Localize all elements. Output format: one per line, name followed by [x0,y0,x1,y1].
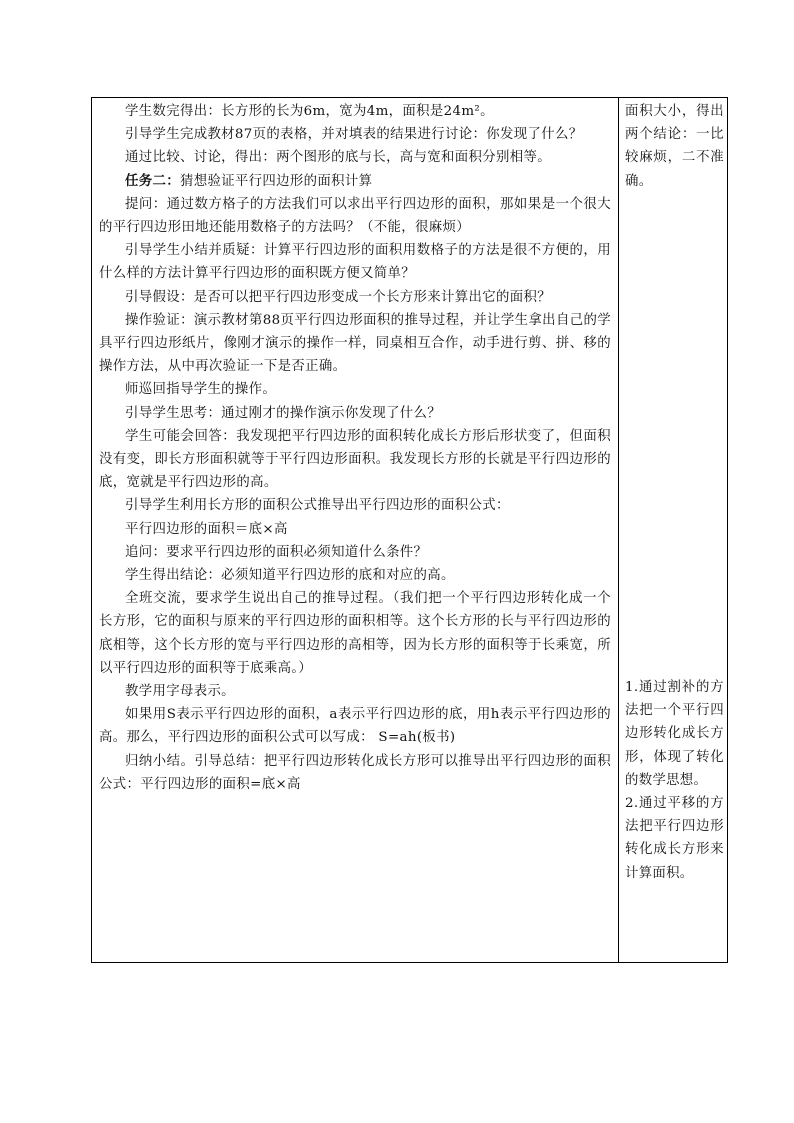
paragraph: 全班交流，要求学生说出自己的推导过程。（我们把一个平行四边形转化成一个长方形，它的面积与原来的平行四边形的面积相等。这个长方形的长与平行四边形的底相等，这个长方形的宽与平行四边形的高相等，因为长方形的面积等于长乘宽，所以平行四边形的面积等于底乘高。） [99,591,611,676]
task-two-heading [99,170,611,193]
task-two-title: 猜想验证平行四边形的面积计算 [179,173,373,189]
teaching-process-cell [92,98,619,963]
design-intent-cell [619,98,728,963]
table-row [92,98,728,963]
paragraph: 引导假设：是否可以把平行四边形变成一个长方形来计算出它的面积？ [125,289,551,305]
formula-line: 平行四边形的面积＝底×高 [125,521,288,537]
side-notes-bottom [625,676,724,885]
paragraph: 学生可能会回答：我发现把平行四边形的面积转化成长方形后形状变了，但面积没有变，即长方形面积就等于平行四边形面积。我发现长方形的长就是平行四边形的底，宽就是平行四边形的高。 [99,428,611,491]
side-note-2: 2.通过平移的方法把平行四边形转化成长方形来计算面积。 [625,796,724,881]
side-note-1: 1.通过割补的方法把一个平行四边形转化成长方形，体现了转化的数学思想。 [625,680,724,788]
paragraph: 提问：通过数方格子的方法我们可以求出平行四边形的面积，那如果是一个很大的平行四边形田地还能用数格子的方法吗？（不能，很麻烦） [99,196,611,236]
paragraph: 引导学生利用长方形的面积公式推导出平行四边形的面积公式： [125,498,510,514]
paragraph: 引导学生思考：通过刚才的操作演示你发现了什么？ [125,405,442,421]
task-two-label: 任务二： [125,172,180,189]
lesson-plan-table [91,97,728,963]
paragraph: 归纳小结。引导总结：把平行四边形转化成长方形可以推导出平行四边形的面积公式：平行四边形的面积=底×高 [99,753,611,792]
paragraph: 教学用字母表示。 [125,684,235,700]
paragraph: 引导学生完成教材87页的表格，并对填表的结果进行讨论：你发现了什么？ [125,127,583,143]
paragraph: 通过比较、讨论，得出：两个图形的底与长，高与宽和面积分别相等。 [125,150,551,166]
paragraph: 如果用S表示平行四边形的面积，a表示平行四边形的底，用h表示平行四边形的高。那么，平行四边形的面积公式可以写成： S=ah(板书) [99,707,611,746]
paragraph: 学生数完得出：长方形的长为6m，宽为4m，面积是24m²。 [125,104,494,119]
paragraph: 追问：要求平行四边形的面积必须知道什么条件？ [125,544,428,560]
paragraph: 操作验证：演示教材第88页平行四边形面积的推导过程，并让学生拿出自己的学具平行四边形纸片，像刚才演示的操作一样，同桌相互合作，动手进行剪、拼、移的操作方法，从中再次验证一下是否正确。 [99,312,611,375]
paragraph: 引导学生小结并质疑：计算平行四边形的面积用数格子的方法是很不方便的，用什么样的方法计算平行四边形的面积既方便又简单？ [99,243,611,282]
side-note-top: 面积大小，得出两个结论：一比较麻烦，二不准确。 [625,104,724,189]
paragraph: 学生得出结论：必须知道平行四边形的底和对应的高。 [125,568,455,584]
paragraph: 师巡回指导学生的操作。 [125,382,277,398]
